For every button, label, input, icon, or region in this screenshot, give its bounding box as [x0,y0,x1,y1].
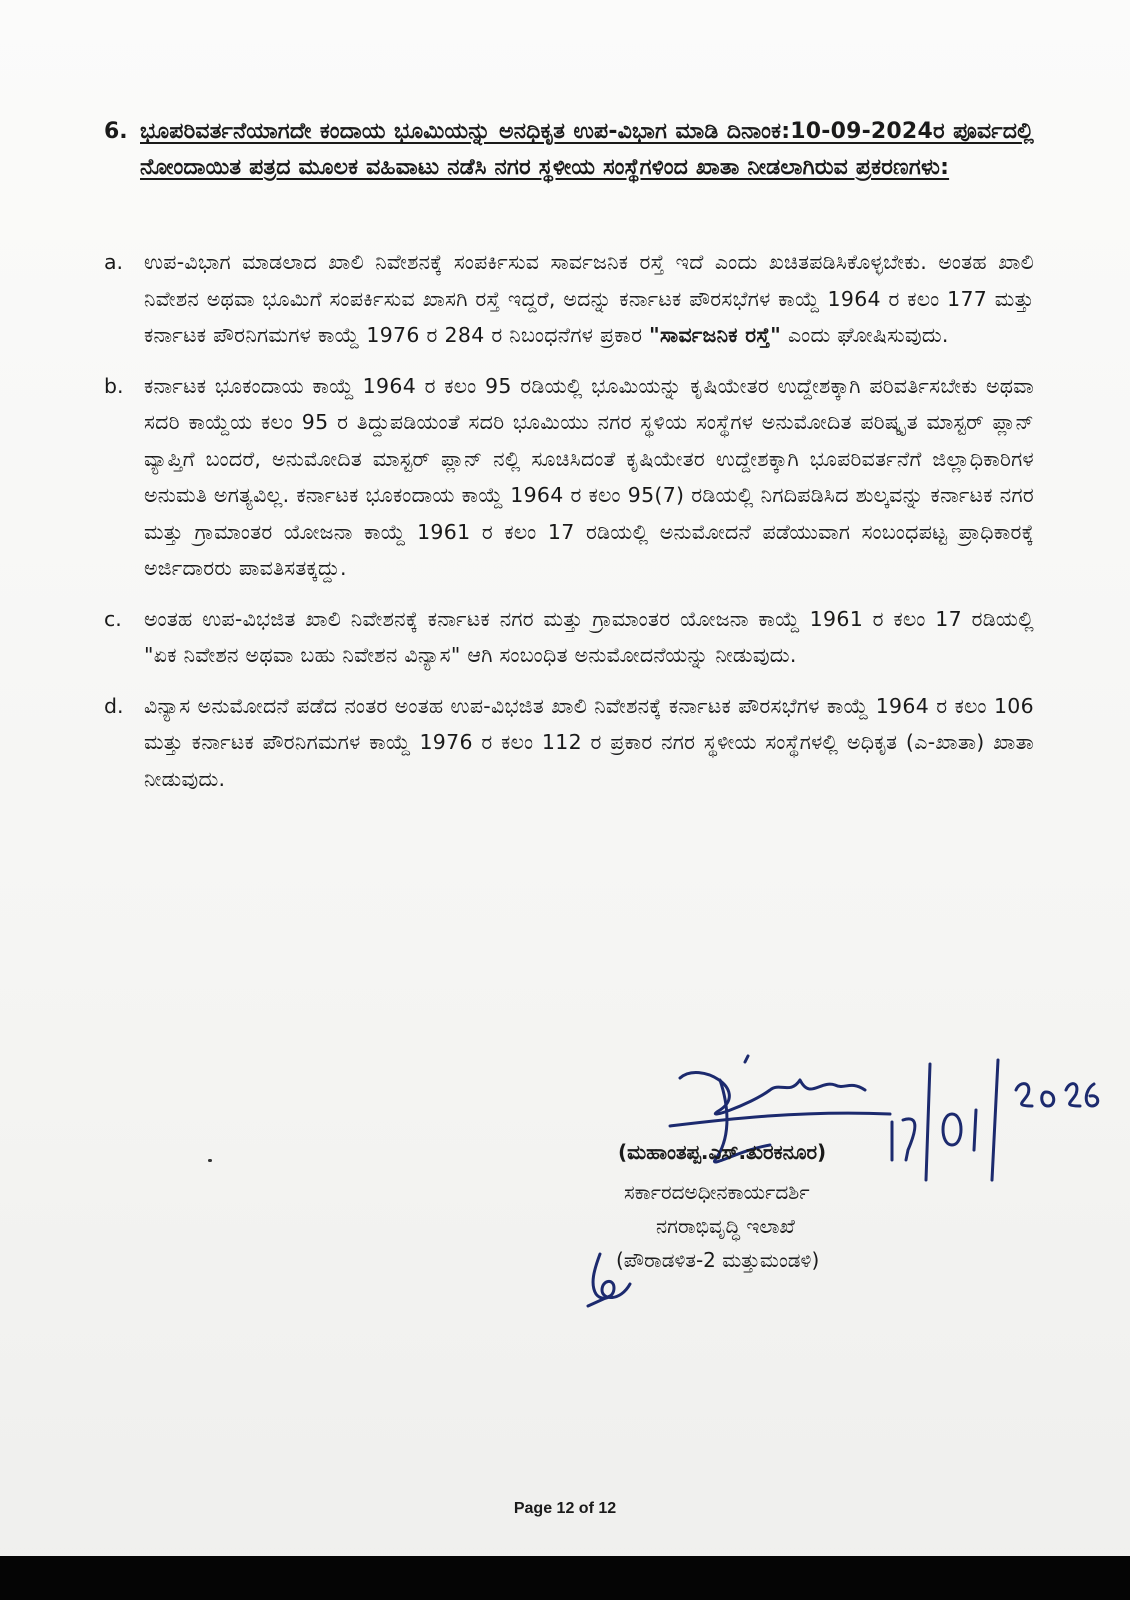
clause-text: ವಿನ್ಯಾಸ ಅನುಮೋದನೆ ಪಡೆದ ನಂತರ ಅಂತಹ ಉಪ-ವಿಭಜಿತ ಖಾಲಿ ನಿವೇಶನಕ್ಕೆ ಕರ್ನಾಟಕ ಪೌರಸಭೆಗಳ ಕಾಯ್ದೆ 1964 ರ ಕಲಂ 106 ಮತ್ತು ಕರ್ನಾಟಕ ಪೌರನಿಗಮಗಳ ಕಾಯ್ದೆ 1976 ರ ಕಲಂ 112 ರ ಪ್ರಕಾರ ನಗರ ಸ್ಥಳೀಯ ಸಂಸ್ಥೆಗಳಲ್ಲಿ ಅಧಿಕೃತ (ಎ-ಖಾತಾ) ಖಾತಾ ನೀಡುವುದು. [144,693,1034,791]
section-title: ಭೂಪರಿವರ್ತನೆಯಾಗದೇ ಕಂದಾಯ ಭೂಮಿಯನ್ನು ಅನಧಿಕೃತ ಉಪ-ವಿಭಾಗ ಮಾಡಿ ದಿನಾಂಕ:10-09-2024ರ ಪೂರ್ವದಲ್ಲಿ ನೋಂದಾಯಿತ ಪತ್ರದ ಮೂಲಕ ವಹಿವಾಟು ನಡೆಸಿ ನಗರ ಸ್ಥಳೀಯ ಸಂಸ್ಥೆಗಳಿಂದ ಖಾತಾ ನೀಡಲಾಗಿರುವ ಪ್ರಕರಣಗಳು: [140,119,1034,180]
clause-marker: b. [104,373,124,398]
initials-drawing [580,1250,640,1310]
clause-text: ಕರ್ನಾಟಕ ಭೂಕಂದಾಯ ಕಾಯ್ದೆ 1964 ರ ಕಲಂ 95 ರಡಿಯಲ್ಲಿ ಭೂಮಿಯನ್ನು ಕೃಷಿಯೇತರ ಉದ್ದೇಶಕ್ಕಾಗಿ ಪರಿವರ್ತಿಸಬೇಕು ಅಥವಾ ಸದರಿ ಕಾಯ್ದೆಯ ಕಲಂ 95 ರ ತಿದ್ದುಪಡಿಯಂತೆ ಸದರಿ ಭೂಮಿಯು ನಗರ ಸ್ಥಳಿಯ ಸಂಸ್ಥೆಗಳ ಅನುಮೋದಿತ ಪರಿಷ್ಕೃತ ಮಾಸ್ಟರ್ ಪ್ಲಾನ್ ವ್ಯಾಪ್ತಿಗೆ ಬಂದರೆ, ಅನುಮೋದಿತ ಮಾಸ್ಟರ್ ಪ್ಲಾನ್ ನಲ್ಲಿ ಸೂಚಿಸಿದಂತೆ ಕೃಷಿಯೇತರ ಉದ್ದೇಶಕ್ಕಾಗಿ ಭೂಪರಿವರ್ತನೆಗೆ ಜಿಲ್ಲಾಧಿಕಾರಿಗಳ ಅನುಮತಿ ಅಗತ್ಯವಿಲ್ಲ. ಕರ್ನಾಟಕ ಭೂಕಂದಾಯ ಕಾಯ್ದೆ 1964 ರ ಕಲಂ 95(7) ರಡಿಯಲ್ಲಿ ನಿಗದಿಪಡಿಸಿದ ಶುಲ್ಕವನ್ನು ಕರ್ನಾಟಕ ನಗರ ಮತ್ತು ಗ್ರಾಮಾಂತರ ಯೋಜನಾ ಕಾಯ್ದೆ 1961 ರ ಕಲಂ 17 ರಡಿಯಲ್ಲಿ ಅನುಮೋದನೆ ಪಡೆಯುವಾಗ ಸಂಬಂಧಪಟ್ಟ ಪ್ರಾಧಿಕಾರಕ್ಕೆ ಅರ್ಜಿದಾರರು ಪಾವತಿಸತಕ್ಕದ್ದು. [144,373,1034,580]
stray-mark [208,1159,212,1162]
clause-d [104,688,1034,798]
clause-a [104,244,1034,354]
signatory-designation: ಸರ್ಕಾರದಅಧೀನಕಾರ್ಯದರ್ಶಿ [624,1180,810,1204]
section-number: 6. [104,119,128,144]
clause-marker: a. [104,250,124,274]
clause-emphasis: "ಸಾರ್ವಜನಿಕ ರಸ್ತೆ" [649,323,782,347]
signatory-name: (ಮಹಾಂತಪ್ಪ.ಎಸ್.ತುರಕನೂರ) [618,1140,827,1164]
clause-text: ಉಪ-ವಿಭಾಗ ಮಾಡಲಾದ ಖಾಲಿ ನಿವೇಶನಕ್ಕೆ ಸಂಪರ್ಕಿಸುವ ಸಾರ್ವಜನಿಕ ರಸ್ತೆ ಇದೆ ಎಂದು ಖಚಿತಪಡಿಸಿಕೊಳ್ಳಬೇಕು. ಅಂತಹ ಖಾಲಿ ನಿವೇಶನ ಅಥವಾ ಭೂಮಿಗೆ ಸಂಪರ್ಕಿಸುವ ಖಾಸಗಿ ರಸ್ತೆ ಇದ್ದರೆ, ಅದನ್ನು ಕರ್ನಾಟಕ ಪೌರಸಭೆಗಳ ಕಾಯ್ದೆ 1964 ರ ಕಲಂ 177 ಮತ್ತು ಕರ್ನಾಟಕ ಪೌರನಿಗಮಗಳ ಕಾಯ್ದೆ 1976 ರ 284 ರ ನಿಬಂಧನೆಗಳ ಪ್ರಕಾರ "ಸಾರ್ವಜನಿಕ ರಸ್ತೆ" ಎಂದು ಘೋಷಿಸುವುದು. [144,250,1034,347]
clause-marker: c. [104,606,122,631]
clause-c [104,601,1034,674]
signatory-department: ನಗರಾಭಿವೃದ್ಧಿ ಇಲಾಖೆ [656,1214,795,1238]
clause-list [104,244,1034,811]
handwritten-initials [580,1250,640,1314]
clause-b [104,368,1034,587]
bottom-border [0,1556,1130,1600]
section-heading [104,114,1034,186]
page-number: Page 12 of 12 [513,1500,617,1517]
clause-text: ಅಂತಹ ಉಪ-ವಿಭಜಿತ ಖಾಲಿ ನಿವೇಶನಕ್ಕೆ ಕರ್ನಾಟಕ ನಗರ ಮತ್ತು ಗ್ರಾಮಾಂತರ ಯೋಜನಾ ಕಾಯ್ದೆ 1961 ರ ಕಲಂ 17 ರಡಿಯಲ್ಲಿ "ಏಕ ನಿವೇಶನ ಅಥವಾ ಬಹು ನಿವೇಶನ ವಿನ್ಯಾಸ" ಆಗಿ ಸಂಬಂಧಿತ ಅನುಮೋದನೆಯನ್ನು ನೀಡುವುದು. [144,606,1034,667]
signatory-section: (ಪೌರಾಡಳಿತ-2 ಮತ್ತುಮಂಡಳಿ) [616,1248,820,1272]
clause-marker: d. [104,693,124,718]
